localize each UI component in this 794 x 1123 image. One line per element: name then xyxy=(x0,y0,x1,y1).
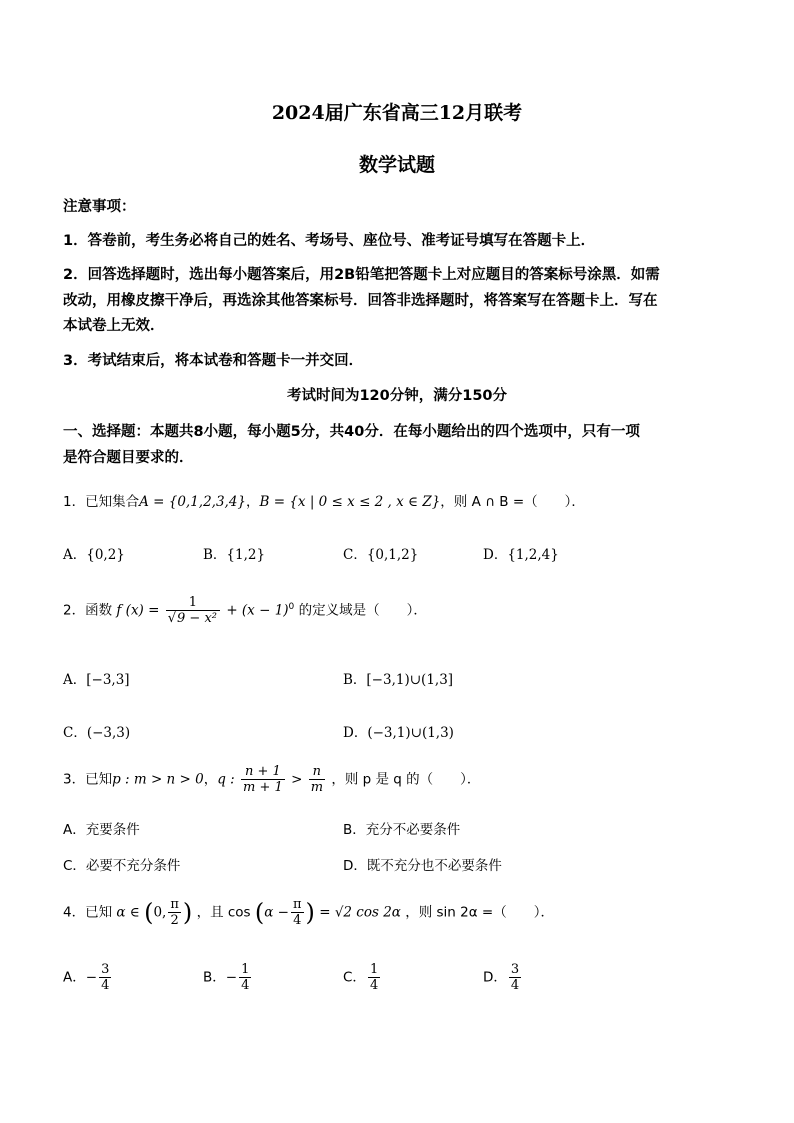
q1-option-a: A．{0,2} xyxy=(63,547,125,563)
q2-option-a: A．[−3,3] xyxy=(63,672,130,688)
q3-p: p : m > n > 0 xyxy=(112,771,204,788)
q4-a-label: A． xyxy=(63,969,86,986)
q3-left-den: m + 1 xyxy=(243,780,283,795)
question-2 xyxy=(63,595,427,626)
q4-left-paren: ( xyxy=(144,898,154,927)
q2-function: f (x) = xyxy=(116,602,160,619)
notice-item-1: 1．答卷前，考生务必将自己的姓名、考场号、座位号、准考证号填写在答题卡上． xyxy=(63,233,596,249)
q3-option-b: B．充分不必要条件 xyxy=(343,822,461,838)
q2-option-b: B．[−3,1)∪(1,3] xyxy=(343,672,454,688)
q4-option-d xyxy=(483,962,523,993)
q4-condition: ，且 cos xyxy=(196,904,251,921)
q4-b-frac xyxy=(239,962,251,993)
q3-right-den: m xyxy=(310,780,324,795)
q1-sep: ， xyxy=(246,494,260,510)
q4-cos-left-paren: ( xyxy=(254,898,265,927)
q2-radicand: 9 − x² xyxy=(177,611,218,626)
q4-a-frac xyxy=(99,962,111,993)
q1-option-d: D．{1,2,4} xyxy=(483,547,559,563)
exam-time: 考试时间为120分钟，满分150分 xyxy=(286,388,508,404)
q4-b-label: B． xyxy=(203,969,226,986)
q2-option-d: D．(−3,1)∪(1,3) xyxy=(343,725,454,741)
q2-plus-term: + (x − 1) xyxy=(226,602,289,619)
notice-item-2-line-1: 2．回答选择题时，选出每小题答案后，用2B铅笔把答题卡上对应题目的答案标号涂黑．如需 xyxy=(63,267,660,283)
q4-option-c xyxy=(343,962,382,993)
q1-set-b: B = {x | 0 ≤ x ≤ 2 , x ∈ Z} xyxy=(259,494,441,510)
q3-q-label: q : xyxy=(217,771,235,788)
page-title: 2024届广东省高三12月联考 xyxy=(271,102,523,124)
q4-equation: = √2 cos 2α xyxy=(319,904,401,921)
q4-b-sign: − xyxy=(225,969,238,986)
q4-prefix: 4．已知 xyxy=(63,904,113,921)
q4-two-den: 2 xyxy=(170,913,179,928)
page-subtitle: 数学试题 xyxy=(358,154,435,176)
q2-prefix: 2．函数 xyxy=(63,602,113,619)
q2-fraction xyxy=(166,595,220,626)
q3-left-num: n + 1 xyxy=(241,764,285,780)
q3-prefix: 3．已知 xyxy=(63,771,113,788)
q4-pi-num-2: π xyxy=(293,897,302,912)
q4-pi-over-2 xyxy=(168,897,181,928)
question-4 xyxy=(63,897,554,928)
q1-suffix: ，则 A ∩ B =（ ）． xyxy=(440,494,585,510)
q1-option-b: B．{1,2} xyxy=(203,547,266,563)
q4-d-den: 4 xyxy=(510,978,520,993)
q4-b-den: 4 xyxy=(241,978,250,993)
q3-fraction-right xyxy=(309,764,325,795)
q3-fraction-left xyxy=(241,764,285,795)
q1-option-c: C．{0,1,2} xyxy=(343,547,419,563)
q4-interval-low: 0, xyxy=(153,904,167,921)
q4-a-num: 3 xyxy=(101,962,110,977)
q4-a-sign: − xyxy=(85,969,98,986)
q3-option-d: D．既不充分也不必要条件 xyxy=(343,858,502,874)
q4-c-frac xyxy=(368,962,380,993)
q2-denominator: √9 − x² xyxy=(167,611,218,626)
q4-option-b xyxy=(203,962,253,993)
q2-numerator: 1 xyxy=(166,595,220,611)
q4-pi-over-4 xyxy=(291,897,304,928)
notice-item-3: 3．考试结束后，将本试卷和答题卡一并交回． xyxy=(63,353,364,369)
q4-cos-right-paren: ) xyxy=(305,898,315,927)
q3-right-num: n xyxy=(309,764,325,780)
q3-sep: ， xyxy=(203,771,218,788)
q2-option-c: C．(−3,3) xyxy=(63,725,131,741)
question-1 xyxy=(63,490,585,510)
q4-right-paren: ) xyxy=(182,898,193,927)
notice-item-2-line-2: 改动，用橡皮擦干净后，再选涂其他答案标号．回答非选择题时，将答案写在答题卡上．写在 xyxy=(63,293,658,309)
question-3 xyxy=(63,764,480,795)
q3-gt: > xyxy=(291,771,303,788)
notice-item-2-line-3: 本试卷上无效． xyxy=(63,318,165,334)
q4-cos-arg: α − xyxy=(264,904,289,921)
q3-option-a: A．充要条件 xyxy=(63,822,140,838)
q4-alpha-in: α ∈ xyxy=(116,904,140,921)
q3-option-c: C．必要不充分条件 xyxy=(63,858,181,874)
section-1-line-1: 一、选择题：本题共8小题，每小题5分，共40分．在每小题给出的四个选项中，只有一项 xyxy=(63,424,640,440)
q4-option-a xyxy=(63,962,113,993)
section-1-line-2: 是符合题目要求的． xyxy=(63,450,194,466)
notice-heading: 注意事项： xyxy=(63,199,136,215)
q4-pi-num: π xyxy=(170,897,179,912)
q2-suffix: 的定义域是（ ）． xyxy=(298,602,427,619)
q1-prefix: 1．已知集合 xyxy=(63,494,140,510)
q4-suffix: ，则 sin 2α =（ ）． xyxy=(405,904,554,921)
q2-exponent: 0 xyxy=(288,602,295,612)
q4-b-num: 1 xyxy=(241,962,250,977)
q4-d-num: 3 xyxy=(510,962,520,977)
q1-set-a: A = {0,1,2,3,4} xyxy=(139,494,247,510)
q4-c-label: C． xyxy=(343,969,366,986)
q4-d-frac xyxy=(509,962,521,993)
q4-d-label: D． xyxy=(483,969,507,986)
q4-a-den: 4 xyxy=(101,978,110,993)
q3-suffix: ，则 p 是 q 的（ ）． xyxy=(331,771,481,788)
q4-c-num: 1 xyxy=(369,962,379,977)
q4-c-den: 4 xyxy=(369,978,379,993)
q4-four-den: 4 xyxy=(293,913,302,928)
